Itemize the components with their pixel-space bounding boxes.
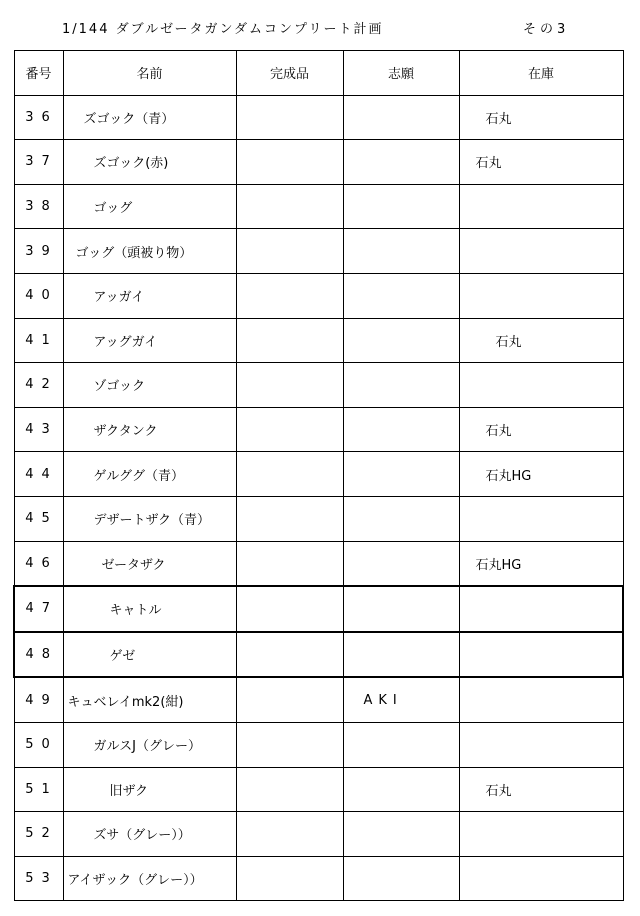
- row-wish: [343, 632, 459, 678]
- row-stock: [459, 496, 623, 541]
- row-completed: [236, 767, 343, 812]
- document-subtitle: その3: [523, 22, 570, 37]
- header-number: 番号: [14, 51, 63, 96]
- table-row: [14, 496, 623, 541]
- table-row: [14, 812, 623, 857]
- row-completed: [236, 229, 343, 274]
- row-wish: [343, 273, 459, 318]
- row-stock: [459, 586, 623, 632]
- row-number: 48: [14, 632, 63, 678]
- table-row: [14, 363, 623, 408]
- table-row: [14, 229, 623, 274]
- row-wish: [343, 856, 459, 901]
- row-completed: [236, 496, 343, 541]
- row-number: 38: [14, 184, 63, 229]
- row-stock: 石丸HG: [459, 541, 623, 586]
- row-wish: [343, 140, 459, 185]
- row-name: ゴッグ（頭被り物）: [63, 229, 236, 274]
- row-stock: 石丸: [459, 318, 623, 363]
- row-completed: [236, 184, 343, 229]
- row-number: 40: [14, 273, 63, 318]
- row-completed: [236, 140, 343, 185]
- row-stock: 石丸HG: [459, 452, 623, 497]
- row-number: 44: [14, 452, 63, 497]
- row-number: 45: [14, 496, 63, 541]
- row-number: 43: [14, 407, 63, 452]
- row-name: アッグガイ: [63, 318, 236, 363]
- table-row: [14, 407, 623, 452]
- table-row: [14, 856, 623, 901]
- row-wish: [343, 229, 459, 274]
- row-completed: [236, 632, 343, 678]
- table-body: [14, 95, 623, 901]
- header-stock: 在庫: [459, 51, 623, 96]
- row-stock: 石丸: [459, 407, 623, 452]
- header-wish: 志願: [343, 51, 459, 96]
- table-row: [14, 318, 623, 363]
- row-wish: [343, 318, 459, 363]
- row-name: ゼータザク: [63, 541, 236, 586]
- row-name: ズサ（グレー））: [63, 812, 236, 857]
- row-wish: [343, 363, 459, 408]
- table-row: [14, 452, 623, 497]
- row-number: 37: [14, 140, 63, 185]
- row-completed: [236, 407, 343, 452]
- document-title: 1/144 ダブルゼータガンダムコンプリート計画: [62, 22, 384, 37]
- row-number: 36: [14, 95, 63, 140]
- row-wish: [343, 812, 459, 857]
- row-wish: [343, 541, 459, 586]
- row-name: ズゴック(赤): [63, 140, 236, 185]
- row-name: ズゴック（青）: [63, 95, 236, 140]
- row-name: ガルスJ（グレー）: [63, 722, 236, 767]
- row-number: 47: [14, 586, 63, 632]
- header-completed: 完成品: [236, 51, 343, 96]
- row-name: デザートザク（青）: [63, 496, 236, 541]
- row-name: 旧ザク: [63, 767, 236, 812]
- row-stock: 石丸: [459, 140, 623, 185]
- header-name: 名前: [63, 51, 236, 96]
- row-completed: [236, 452, 343, 497]
- table-row: [14, 541, 623, 586]
- row-wish: [343, 95, 459, 140]
- row-name: キャトル: [63, 586, 236, 632]
- row-wish: [343, 722, 459, 767]
- row-stock: 石丸: [459, 767, 623, 812]
- row-number: 52: [14, 812, 63, 857]
- row-name: アッガイ: [63, 273, 236, 318]
- row-name: キュベレイmk2(紺): [63, 677, 236, 722]
- table-row: [14, 722, 623, 767]
- row-name: ゴッグ: [63, 184, 236, 229]
- row-number: 42: [14, 363, 63, 408]
- row-stock: [459, 363, 623, 408]
- row-completed: [236, 812, 343, 857]
- row-name: ザクタンク: [63, 407, 236, 452]
- row-stock: [459, 677, 623, 722]
- row-stock: [459, 722, 623, 767]
- row-stock: [459, 812, 623, 857]
- table-row: [14, 140, 623, 185]
- row-number: 39: [14, 229, 63, 274]
- row-stock: 石丸: [459, 95, 623, 140]
- table-row: [14, 677, 623, 722]
- row-completed: [236, 722, 343, 767]
- row-completed: [236, 273, 343, 318]
- row-completed: [236, 95, 343, 140]
- row-stock: [459, 273, 623, 318]
- table-row: [14, 184, 623, 229]
- row-completed: [236, 586, 343, 632]
- table-header-row: [14, 51, 623, 96]
- row-wish: [343, 452, 459, 497]
- row-number: 53: [14, 856, 63, 901]
- row-wish: [343, 496, 459, 541]
- row-stock: [459, 856, 623, 901]
- row-number: 41: [14, 318, 63, 363]
- row-name: ゲゼ: [63, 632, 236, 678]
- row-wish: AKI: [343, 677, 459, 722]
- row-name: アイザック（グレー））: [63, 856, 236, 901]
- row-wish: [343, 586, 459, 632]
- row-stock: [459, 632, 623, 678]
- row-number: 51: [14, 767, 63, 812]
- row-name: ゲルググ（青）: [63, 452, 236, 497]
- row-completed: [236, 856, 343, 901]
- table-row: [14, 767, 623, 812]
- row-name: ゾゴック: [63, 363, 236, 408]
- table-row: [14, 95, 623, 140]
- row-number: 49: [14, 677, 63, 722]
- table-row: [14, 273, 623, 318]
- table-row: [14, 632, 623, 678]
- row-completed: [236, 318, 343, 363]
- table-row: [14, 586, 623, 632]
- row-number: 50: [14, 722, 63, 767]
- row-stock: [459, 184, 623, 229]
- row-wish: [343, 407, 459, 452]
- row-completed: [236, 541, 343, 586]
- row-number: 46: [14, 541, 63, 586]
- row-wish: [343, 767, 459, 812]
- row-completed: [236, 363, 343, 408]
- row-stock: [459, 229, 623, 274]
- collection-table: [13, 50, 624, 901]
- row-completed: [236, 677, 343, 722]
- row-wish: [343, 184, 459, 229]
